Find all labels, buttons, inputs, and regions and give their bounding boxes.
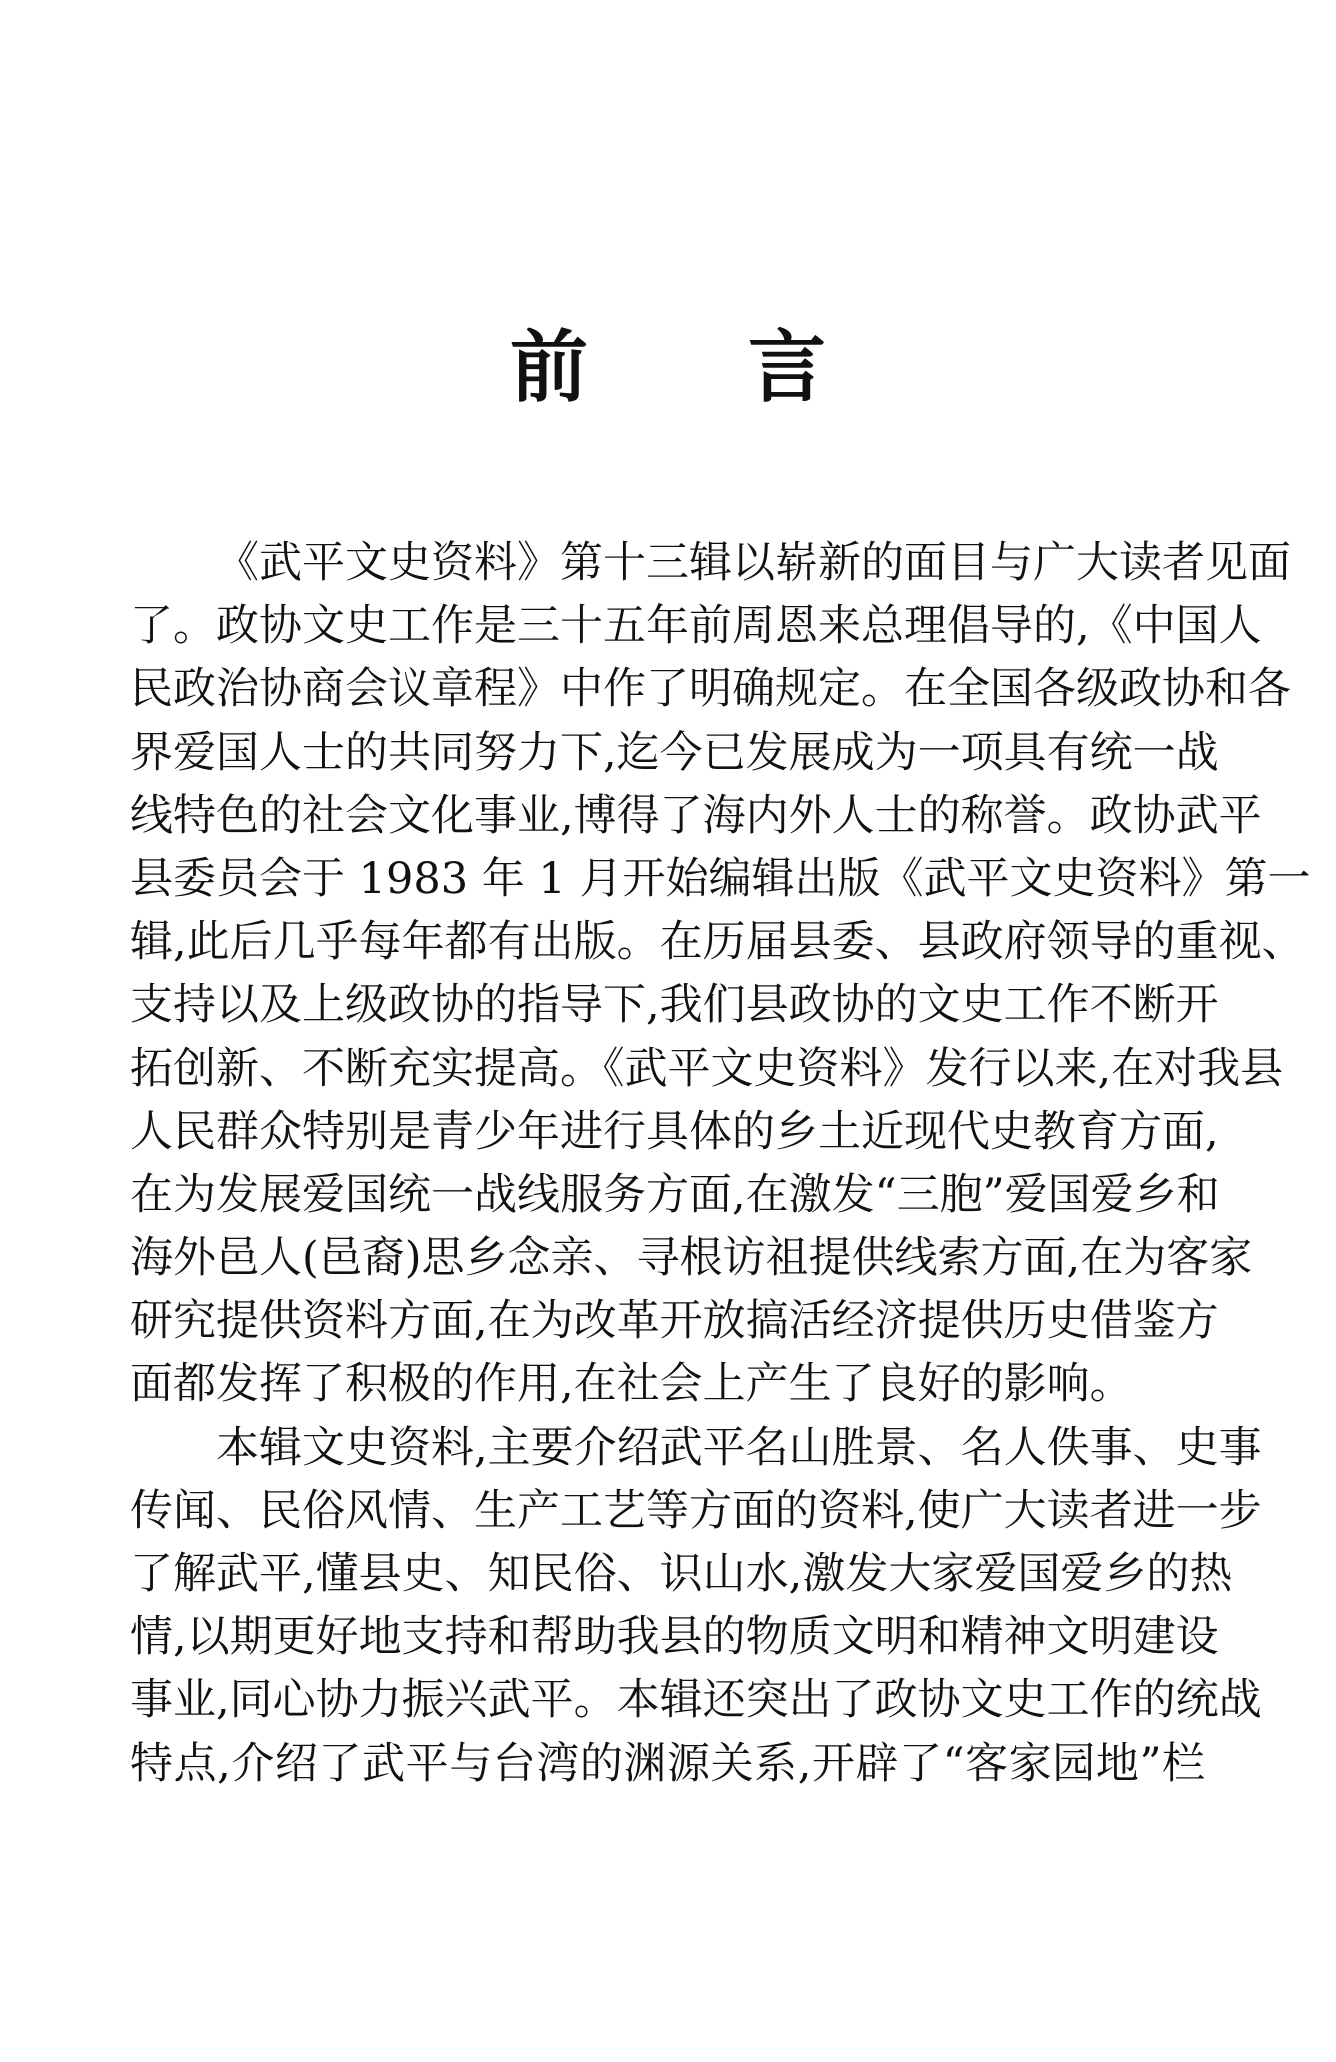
paragraph-1-line: 了。政协文史工作是三十五年前周恩来总理倡导的,《中国人 <box>130 601 1262 652</box>
paragraph-2-line: 本辑文史资料,主要介绍武平名山胜景、名人佚事、史事 <box>216 1422 1262 1473</box>
paragraph-2-line: 了解武平,懂县史、知民俗、识山水,激发大家爱国爱乡的热 <box>130 1549 1233 1599</box>
paragraph-1-line: 研究提供资料方面,在为改革开放搞活经济提供历史借鉴方 <box>130 1296 1219 1347</box>
paragraph-2-line: 情,以期更好地支持和帮助我县的物质文明和精神文明建设 <box>130 1612 1219 1663</box>
paragraph-2-line: 传闻、民俗风情、生产工艺等方面的资料,使广大读者进一步 <box>130 1485 1262 1536</box>
paragraph-1-line: 支持以及上级政协的指导下,我们县政协的文史工作不断开 <box>130 980 1219 1031</box>
paragraph-1-line: 在为发展爱国统一战线服务方面,在激发“三胞”爱国爱乡和 <box>130 1169 1220 1220</box>
paragraph-1-line: 县委员会于 1983 年 1 月开始编辑出版《武平文史资料》第一 <box>130 853 1311 904</box>
paragraph-2-line: 特点,介绍了武平与台湾的渊源关系,开辟了“客家园地”栏 <box>130 1738 1205 1789</box>
paragraph-1-line: 面都发挥了积极的作用,在社会上产生了良好的影响。 <box>130 1359 1133 1410</box>
paragraph-1-line: 辑,此后几乎每年都有出版。在历届县委、县政府领导的重视、 <box>130 917 1305 968</box>
paragraph-1-line: 《武平文史资料》第十三辑以崭新的面目与广大读者见面 <box>216 538 1291 588</box>
title-char-2: 言 <box>748 323 827 413</box>
title-char-1: 前 <box>509 323 588 413</box>
body-text <box>130 532 1311 1796</box>
paragraph-1-line: 民政治协商会议章程》中作了明确规定。在全国各级政协和各 <box>130 664 1291 715</box>
paragraph-1-line: 线特色的社会文化事业,博得了海内外人士的称誉。政协武平 <box>130 790 1262 841</box>
page-title <box>0 318 1336 418</box>
paragraph-1-line: 人民群众特别是青少年进行具体的乡土近现代史教育方面, <box>130 1106 1219 1157</box>
paragraph-1-line: 拓创新、不断充实提高。《武平文史资料》发行以来,在对我县 <box>130 1043 1284 1094</box>
paragraph-2-line: 事业,同心协力振兴武平。本辑还突出了政协文史工作的统战 <box>130 1675 1262 1726</box>
paragraph-1-line: 界爱国人士的共同努力下,迄今已发展成为一项具有统一战 <box>130 727 1219 778</box>
paragraph-1-line: 海外邑人(邑裔)思乡念亲、寻根访祖提供线索方面,在为客家 <box>130 1233 1253 1284</box>
